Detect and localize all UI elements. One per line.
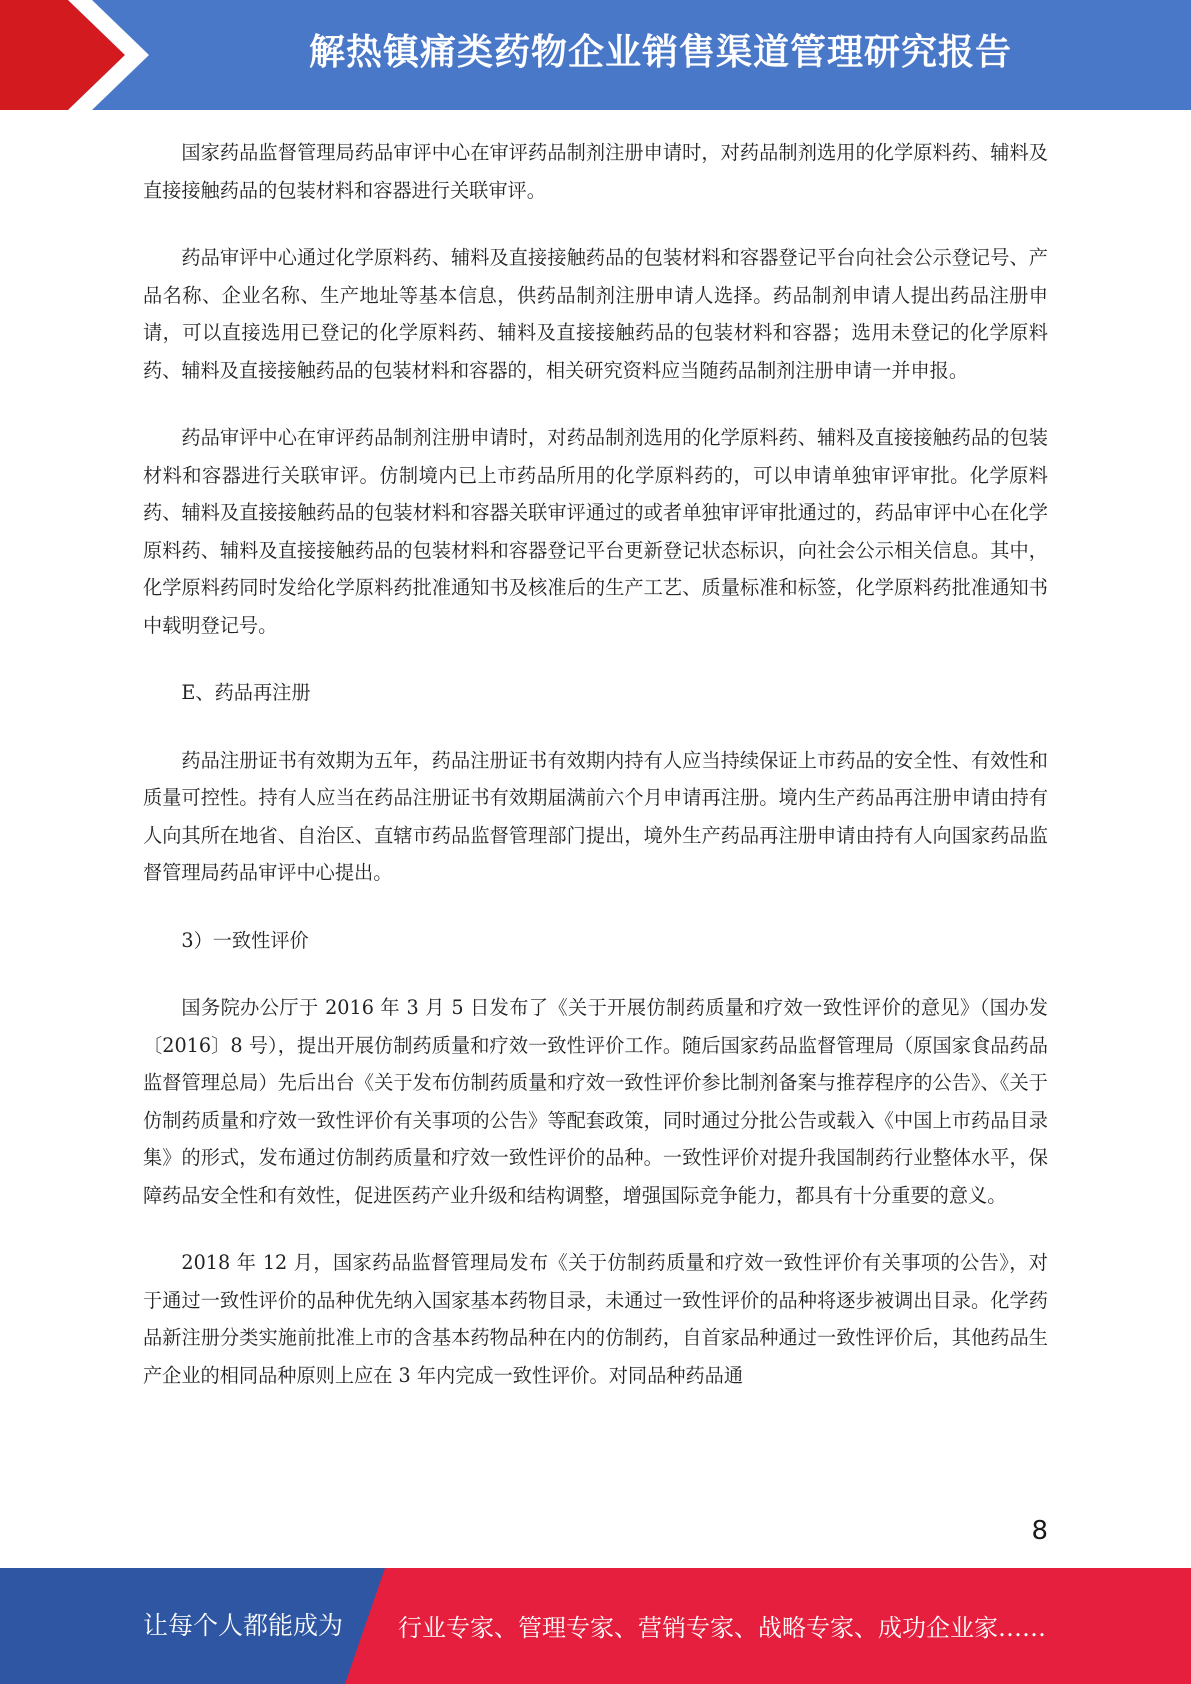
page-number: 8 bbox=[1031, 1516, 1048, 1546]
paragraph-related-review: 国家药品监督管理局药品审评中心在审评药品制剂注册申请时，对药品制剂选用的化学原料药、辅料及直接接触药品的包装材料和容器进行关联审评。 bbox=[143, 141, 1048, 202]
paragraph-registration-platform: 药品审评中心通过化学原料药、辅料及直接接触药品的包装材料和容器登记平台向社会公示登记号、产品名称、企业名称、生产地址等基本信息，供药品制剂注册申请人选择。药品制剂申请人提出药品注册申请，可以直接选用已登记的化学原料药、辅料及直接接触药品的包装材料和容器；选用未登记的化学原料药、辅料及直接接触药品的包装材料和容器的，相关研究资料应当随药品制剂注册申请一并申报。 bbox=[143, 246, 1048, 382]
document-body bbox=[143, 134, 1048, 1424]
footer-banner bbox=[0, 1568, 1191, 1684]
footer-slogan-left: 让每个人都能成为 bbox=[143, 1611, 344, 1640]
header-banner bbox=[0, 0, 1191, 110]
paragraph-consistency-2018: 2018 年 12 月，国家药品监督管理局发布《关于仿制药质量和疗效一致性评价有关事项的公告》，对于通过一致性评价的品种优先纳入国家基本药物目录，未通过一致性评价的品种将逐步被调出目录。化学药品新注册分类实施前批准上市的含基本药物品种在内的仿制药，自首家品种通过一致性评价后，其他药品生产企业的相同品种原则上应在 3 年内完成一致性评价。对同品种药品通 bbox=[143, 1251, 1048, 1387]
section-heading-reregistration: E、药品再注册 bbox=[181, 681, 311, 704]
header-red-arrow bbox=[0, 0, 140, 110]
paragraph-certificate-validity: 药品注册证书有效期为五年，药品注册证书有效期内持有人应当持续保证上市药品的安全性、有效性和质量可控性。持有人应当在药品注册证书有效期届满前六个月申请再注册。境内生产药品再注册申请由持有人向其所在地省、自治区、直辖市药品监督管理部门提出，境外生产药品再注册申请由持有人向国家药品监督管理局药品审评中心提出。 bbox=[143, 748, 1048, 884]
footer-slogan-right: 行业专家、管理专家、营销专家、战略专家、成功企业家…… bbox=[398, 1614, 1046, 1642]
paragraph-consistency-2016: 国务院办公厅于 2016 年 3 月 5 日发布了《关于开展仿制药质量和疗效一致性评价的意见》（国办发〔2016〕8 号），提出开展仿制药质量和疗效一致性评价工作。随后国家药品监督管理局（原国家食品药品监督管理总局）先后出台《关于发布仿制药质量和疗效一致性评价参比制剂备案与推荐程序的公告》、《关于仿制药质量和疗效一致性评价有关事项的公告》等配套政策，同时通过分批公告或载入《中国上市药品目录集》的形式，发布通过仿制药质量和疗效一致性评价的品种。一致性评价对提升我国制药行业整体水平，保障药品安全性和有效性，促进医药产业升级和结构调整，增强国际竞争能力，都具有十分重要的意义。 bbox=[143, 996, 1048, 1207]
section-heading-consistency: 3）一致性评价 bbox=[181, 928, 309, 952]
paragraph-review-approval: 药品审评中心在审评药品制剂注册申请时，对药品制剂选用的化学原料药、辅料及直接接触药品的包装材料和容器进行关联审评。仿制境内已上市药品所用的化学原料药的，可以申请单独审评审批。化学原料药、辅料及直接接触药品的包装材料和容器关联审评通过的或者单独审评审批通过的，药品审评中心在化学原料药、辅料及直接接触药品的包装材料和容器登记平台更新登记状态标识，向社会公示相关信息。其中，化学原料药同时发给化学原料药批准通知书及核准后的生产工艺、质量标准和标签，化学原料药批准通知书中载明登记号。 bbox=[143, 426, 1048, 637]
report-title: 解热镇痛类药物企业销售渠道管理研究报告 bbox=[308, 32, 1012, 73]
